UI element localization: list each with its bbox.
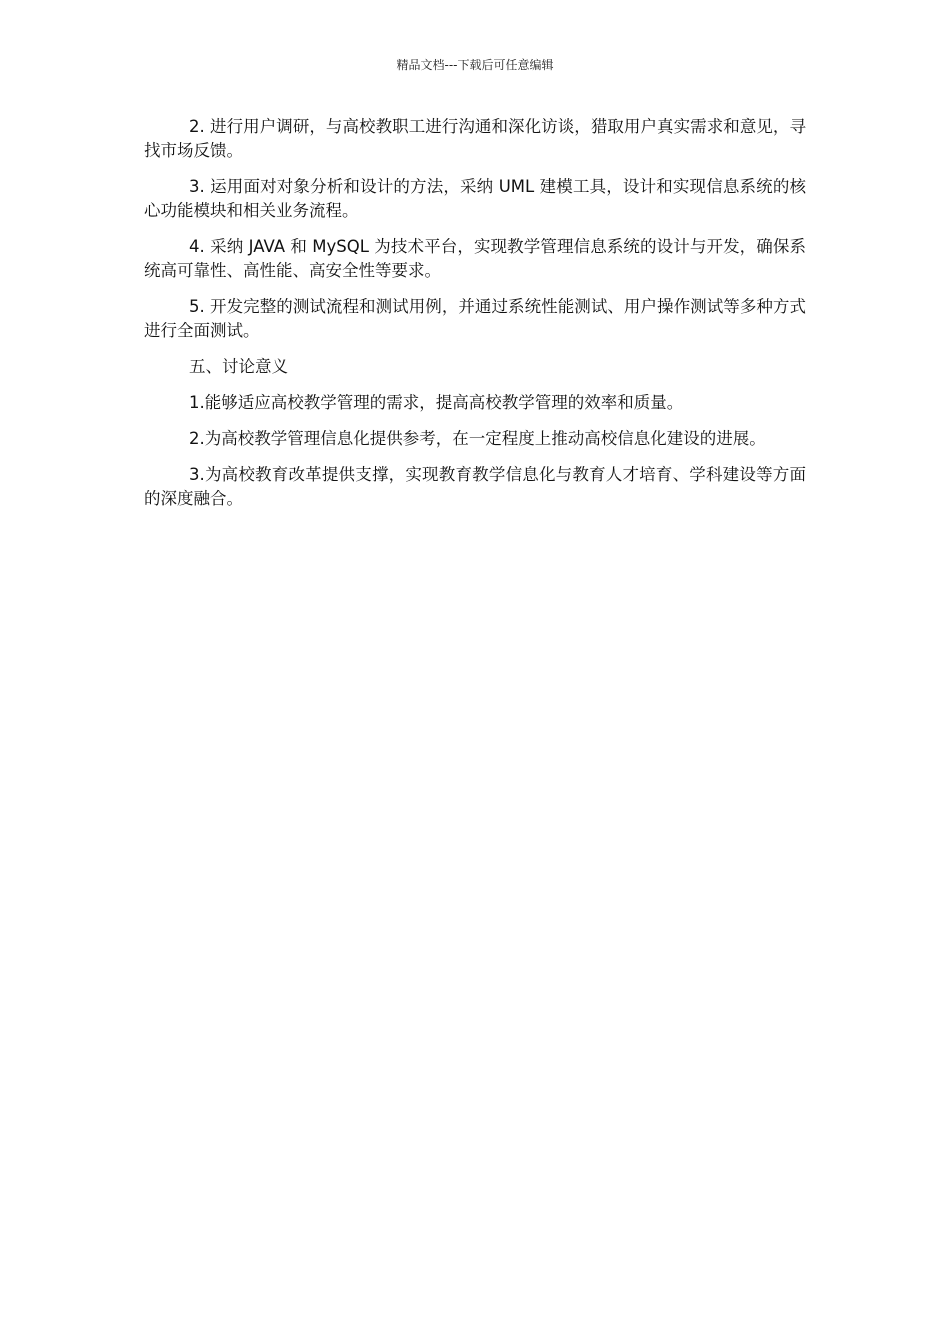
method-item-2: 2. 进行用户调研，与高校教职工进行沟通和深化访谈，猎取用户真实需求和意见，寻找市场反馈。	[144, 117, 806, 160]
section-heading: 五、讨论意义	[189, 357, 288, 376]
document-body	[144, 115, 806, 523]
page-header: 精品文档---下载后可任意编辑	[396, 58, 554, 72]
significance-item-2: 2.为高校教学管理信息化提供参考，在一定程度上推动高校信息化建设的进展。	[189, 429, 766, 448]
significance-item-1: 1.能够适应高校教学管理的需求，提高高校教学管理的效率和质量。	[189, 393, 684, 412]
significance-item-3: 3.为高校教育改革提供支撑，实现教育教学信息化与教育人才培育、学科建设等方面的深度融合。	[144, 465, 806, 508]
method-item-5: 5. 开发完整的测试流程和测试用例，并通过系统性能测试、用户操作测试等多种方式进行全面测试。	[144, 297, 806, 340]
method-item-4: 4. 采纳 JAVA 和 MySQL 为技术平台，实现教学管理信息系统的设计与开发，确保系统高可靠性、高性能、高安全性等要求。	[144, 237, 806, 280]
method-item-3: 3. 运用面对对象分析和设计的方法，采纳 UML 建模工具，设计和实现信息系统的核心功能模块和相关业务流程。	[144, 177, 806, 220]
